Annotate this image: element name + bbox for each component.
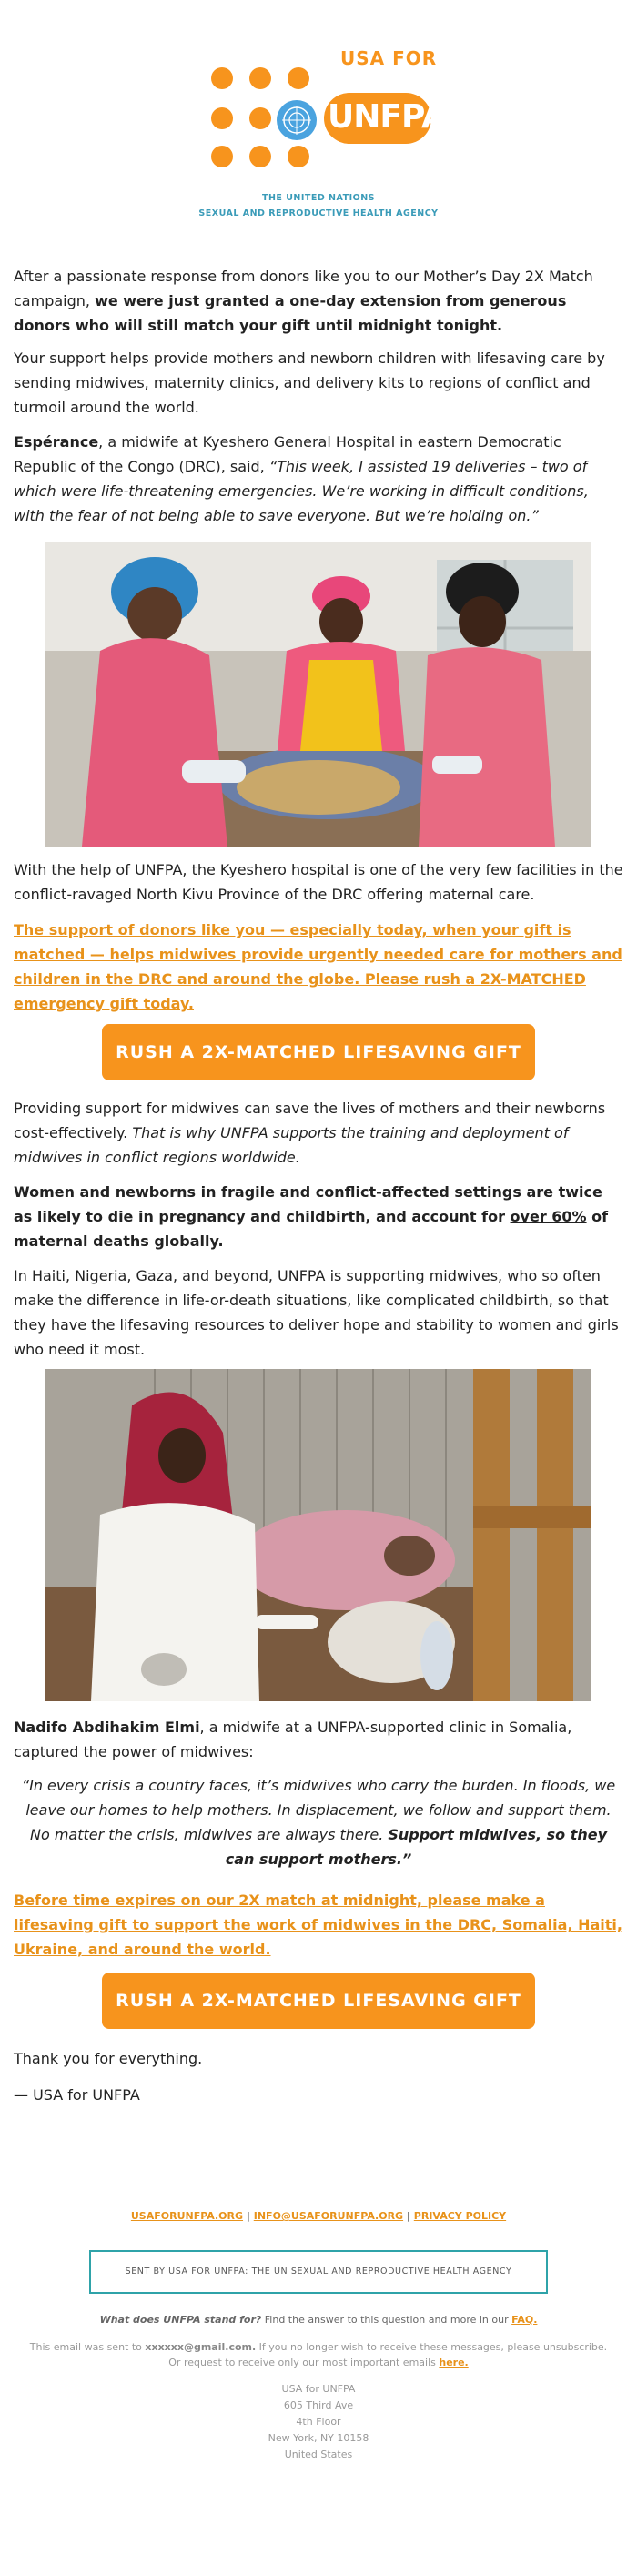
logo-unfpa: UNFPA [328, 98, 446, 136]
preferences-link[interactable]: here. [439, 2357, 469, 2368]
donate-link-2[interactable]: Before time expires on our 2X match at midnight, please make a lifesaving gift to support the work of midwives in the DRC, Somalia, Haiti, Ukraine, and around the world. [14, 1891, 622, 1958]
cost-effective-paragraph [14, 1096, 623, 1170]
statistic-text: Women and newborns in fragile and conflict-affected settings are twice as likely to die in pregnancy and childbirth, and account for [14, 1183, 602, 1225]
logo-dot [211, 107, 233, 129]
thanks-line [14, 2046, 623, 2071]
kyeshero-paragraph [14, 857, 623, 907]
intro-paragraph [14, 264, 623, 338]
logo-dot [211, 67, 233, 89]
logo-dot [288, 67, 309, 89]
haiti-paragraph [14, 1263, 623, 1362]
esperance-name: Espérance [14, 433, 99, 451]
logo-dot [249, 146, 271, 167]
nadifo-name: Nadifo Abdihakim Elmi [14, 1719, 200, 1736]
logo-dot [249, 107, 271, 129]
footer-privacy-link[interactable]: PRIVACY POLICY [413, 2210, 507, 2222]
kyeshero-text: With the help of UNFPA, the Kyeshero hospital is one of the very few facilities in the conflict-ravaged North Kivu Province of the DRC offering maternal care. [14, 861, 623, 903]
esperance-paragraph [14, 430, 623, 528]
mailing-address [0, 2381, 637, 2463]
esperance-text: , a midwife at Kyeshero General Hospital in eastern Democratic Republic of the Congo (DRC), said, [14, 433, 561, 475]
nadifo-quote [14, 1773, 623, 1871]
footer-site-link[interactable]: USAFORUNFPA.ORG [130, 2210, 244, 2222]
donor-link-block[interactable] [14, 918, 623, 1016]
donate-link-1[interactable]: The support of donors like you — especially today, when your gift is matched — helps midwives provide urgently needed care for mothers and children in the DRC and around the globe. Please rush a 2X-MATCHED emergency gift today. [14, 921, 622, 1012]
logo-dot [249, 67, 271, 89]
header-logo[interactable] [0, 0, 637, 237]
statistic-text-end: of maternal deaths globally. [14, 1208, 609, 1250]
logo-dot [211, 146, 233, 167]
address-line: New York, NY 10158 [268, 2432, 369, 2444]
logo-usa-for: USA FOR [340, 47, 438, 69]
esperance-quote: “This week, I assisted 19 deliveries – two of which were life-threatening emergencies. We’re working in difficult conditions, with the fear of not being able to save everyone. But we’re holding on.” [14, 458, 589, 524]
intro-text: After a passionate response from donors like you to our Mother’s Day 2X Match campaign, [14, 268, 593, 309]
cost-text: Providing support for midwives can save the lives of mothers and their newborns cost-effectively. [14, 1100, 606, 1141]
statistic-highlight: over 60% [510, 1208, 587, 1225]
logo-dot [288, 146, 309, 167]
nadifo-text: , a midwife at a UNFPA-supported clinic in Somalia, captured the power of midwives: [14, 1719, 572, 1760]
faq-question: What does UNFPA stand for? [99, 2314, 262, 2326]
footer-email-link[interactable]: INFO@USAFORUNFPA.ORG [253, 2210, 404, 2222]
cost-italic-text: That is why UNFPA supports the training and deployment of midwives in conflict regions worldwide. [14, 1124, 569, 1166]
support-text: Your support helps provide mothers and newborn children with lifesaving care by sending midwives, maternity clinics, and delivery kits to regions of conflict and turmoil around the world. [14, 350, 605, 416]
cta-gift-button-2[interactable]: RUSH A 2X-MATCHED LIFESAVING GIFT [102, 1973, 535, 2029]
thanks-text: Thank you for everything. [14, 2050, 203, 2067]
logo-tagline: SEXUAL AND REPRODUCTIVE HEALTH AGENCY [198, 208, 439, 218]
logo-tagline: THE UNITED NATIONS [261, 193, 376, 203]
photo-midwives-drc[interactable] [46, 542, 592, 847]
sent-to-text: This email was sent to [29, 2341, 146, 2353]
signoff-line [14, 2083, 623, 2107]
address-line: United States [284, 2449, 353, 2460]
signoff-text: — USA for UNFPA [14, 2086, 140, 2104]
statistic-paragraph [14, 1180, 623, 1253]
footer-links [0, 2210, 637, 2222]
sent-by-box: SENT BY USA FOR UNFPA: THE UN SEXUAL AND REPRODUCTIVE HEALTH AGENCY [89, 2250, 548, 2294]
footer-separator: | [246, 2210, 250, 2222]
address-line: 605 Third Ave [283, 2399, 354, 2411]
un-emblem-icon [277, 100, 317, 140]
haiti-text: In Haiti, Nigeria, Gaza, and beyond, UNFPA is supporting midwives, who so often make the difference in life-or-death situations, like complicated childbirth, so that they have the lifesaving resources to deliver hope and stability to women and girls who need it most. [14, 1267, 619, 1358]
unsubscribe-notice [27, 2339, 610, 2370]
faq-line [0, 2314, 637, 2326]
match-link-block[interactable] [14, 1888, 623, 1962]
intro-bold-text: we were just granted a one-day extension from generous donors who will still match your gift until midnight tonight. [14, 292, 567, 334]
recipient-email: xxxxxx@gmail.com. [145, 2341, 257, 2353]
photo-midwife-somalia[interactable] [46, 1369, 592, 1701]
nadifo-paragraph [14, 1715, 623, 1764]
address-line: 4th Floor [296, 2416, 341, 2428]
support-paragraph [14, 346, 623, 420]
quote-bold-text: Support midwives, so they can support mothers.” [225, 1826, 608, 1868]
cta-gift-button-1[interactable]: RUSH A 2X-MATCHED LIFESAVING GIFT [102, 1024, 535, 1080]
unsubscribe-text: If you no longer wish to receive these messages, please unsubscribe. Or request to receive only our most important emails [168, 2341, 608, 2368]
quote-text: “In every crisis a country faces, it’s midwives who carry the burden. In floods, we leave our homes to help mothers. In displacement, we follow and support them. No matter the crisis, midwives are always there. [21, 1777, 616, 1843]
faq-link[interactable]: FAQ. [511, 2314, 538, 2326]
footer-separator: | [406, 2210, 410, 2222]
address-line: USA for UNFPA [281, 2383, 356, 2395]
faq-text: Find the answer to this question and more in our [261, 2314, 512, 2326]
